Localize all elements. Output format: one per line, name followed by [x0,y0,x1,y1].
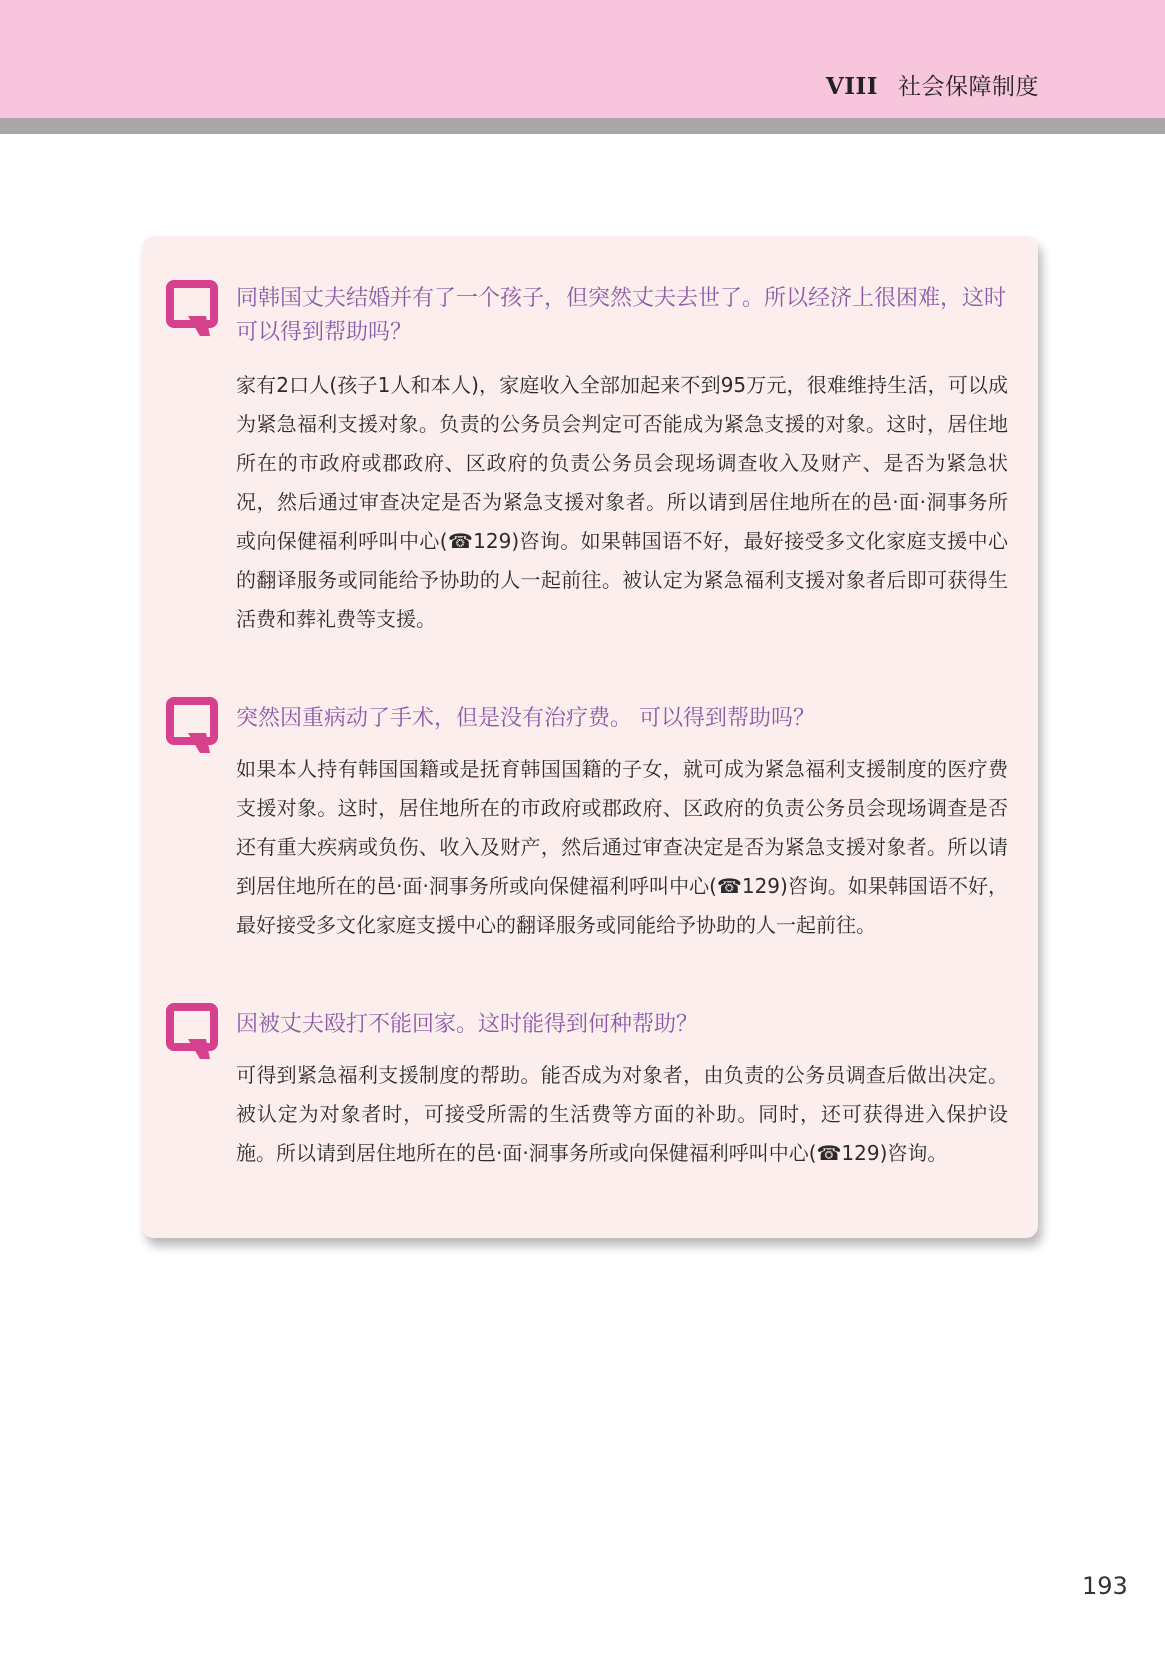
question-text: 突然因重病动了手术，但是没有治疗费。 可以得到帮助吗？ [236,706,815,731]
answer-text: 家有2口人(孩子1人和本人)，家庭收入全部加起来不到95万元，很难维持生活，可以成为紧急福利支援对象。负责的公务员会判定可否能成为紧急支援的对象。这时，居住地所在的市政府或郡政府、区政府的负责公务员会现场调查收入及财产、是否为紧急状况，然后通过审查决定是否为紧急支援对象者。所以请到居住地所在的邑·面·洞事务所或向保健福利呼叫中心(☎129)咨询。如果韩国语不好，最好接受多文化家庭支援中心的翻译服务或同能给予协助的人一起前往。被认定为紧急福利支援对象者后即可获得生活费和葬礼费等支援。 [236,373,1008,631]
q-icon [166,280,220,340]
header-band [0,0,1165,118]
chapter-number: VIII [825,73,878,100]
chapter-title [826,68,1039,101]
answer-text: 可得到紧急福利支援制度的帮助。能否成为对象者，由负责的公务员调查后做出决定。被认定为对象者时，可接受所需的生活费等方面的补助。同时，还可获得进入保护设施。所以请到居住地所在的邑·面·洞事务所或向保健福利呼叫中心(☎129)咨询。 [236,1063,1008,1165]
answer-text: 如果本人持有韩国国籍或是抚育韩国国籍的子女，就可成为紧急福利支援制度的医疗费支援对象。这时，居住地所在的市政府或郡政府、区政府的负责公务员会现场调查是否还有重大疾病或负伤、收入及财产，然后通过审查决定是否为紧急支援对象者。所以请到居住地所在的邑·面·洞事务所或向保健福利呼叫中心(☎129)咨询。如果韩国语不好，最好接受多文化家庭支援中心的翻译服务或同能给予协助的人一起前往。 [236,757,1008,937]
question-text: 同韩国丈夫结婚并有了一个孩子，但突然丈夫去世了。所以经济上很困难，这时可以得到帮助吗？ [236,286,1007,345]
qa-card [142,236,1038,1238]
q-icon [166,1003,220,1063]
chapter-name: 社会保障制度 [898,74,1039,100]
question-text: 因被丈夫殴打不能回家。这时能得到何种帮助？ [236,1012,699,1037]
header-divider-stripe [0,118,1165,134]
q-icon [166,697,220,757]
page-number: 193 [1082,1572,1128,1600]
